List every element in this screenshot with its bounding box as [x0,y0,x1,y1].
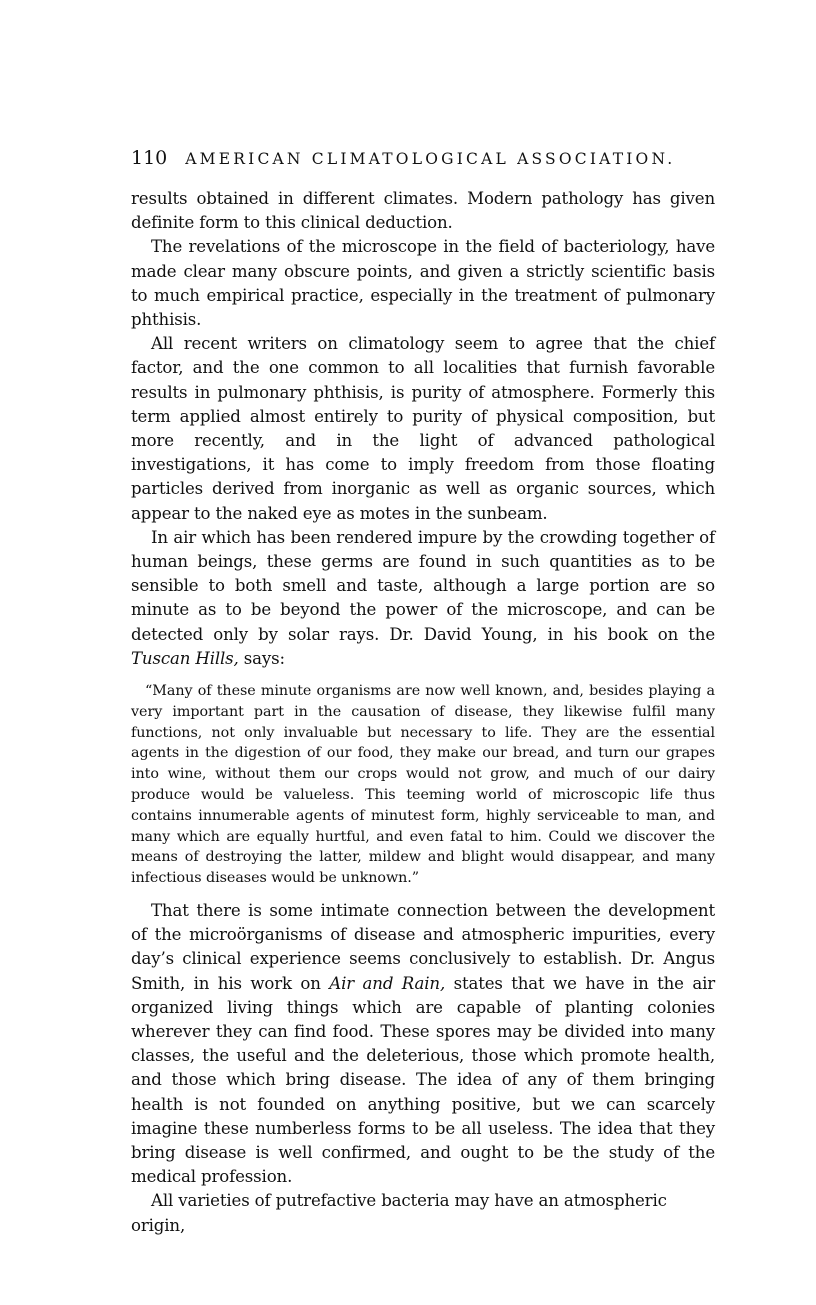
impure-air-text: In air which has been rendered impure by the crowding together of human beings, these germs are found in such quantities as to be sensible to both smell and taste, although a large portion are so minute as to be beyond the power of the microscope, and can be detected only by solar rays. Dr. David Young, in his book on the [131,527,715,644]
book-title-tuscan-hills: Tuscan Hills, [131,648,239,668]
running-head [131,147,715,173]
book-title-air-and-rain: Air and Rain, [329,973,446,993]
microorganisms-text: That there is some intimate connection between the development of the microörganisms of disease and atmospheric impurities, every day’s clinical experience seems conclusively to establish. Dr. Angus Smith, in his work on [131,901,715,993]
block-quote: “Many of these minute organisms are now well known, and, besides playing a very important part in the causation of disease, they likewise fulfil many functions, not only invaluable but necessary to life. They are the essential agents in the digestion of our food, they make our bread, and turn our grapes into wine, without them our crops would not grow, and much of our dairy produce would be valueless. This teeming world of microscopic life thus contains innumerable agents of minutest form, highly serviceable to man, and many which are equally hurtful, and even fatal to him. Could we discover the means of destroying the latter, mildew and blight would disappear, and many infectious diseases would be unknown.” [131,683,715,887]
page-number: 110 [131,147,168,169]
paragraph-continuation: results obtained in different climates. Modern pathology has given definite form to this clinical deduction. [131,189,715,233]
paragraph-purity-of-atmosphere: All recent writers on climatology seem to agree that the chief factor, and the one common to all localities that furnish favorable results in pulmonary phthisis, is purity of atmosphere. Formerly this term applied almost entirely to purity of physical composition, but more recently, and in the light of advanced pathological investigations, it has come to imply freedom from those floating particles derived from inorganic as well as organic sources, which appear to the naked eye as motes in the sunbeam. [131,334,715,523]
paragraph-impure-air [131,526,715,671]
impure-air-text-end: says: [238,648,285,668]
book-page [131,147,715,1238]
paragraph-bacteriology: The revelations of the microscope in the field of bacteriology, have made clear many obscure points, and given a strictly scientific basis to much empirical practice, especially in the treatment of pulmonary phthisis. [131,237,715,330]
paragraph-microorganisms [131,899,715,1189]
paragraph-putrefactive-bacteria: All varieties of putrefactive bacteria may have an atmospheric origin, [131,1191,667,1235]
microorganisms-text-end: states that we have in the air organized living things which are capable of planting colonies wherever they can find food. These spores may be divided into many classes, the useful and the deleterious, those which promote health, and those which bring disease. The idea of any of them bringing health is not founded on anything positive, but we can scarcely imagine these numberless forms to be all useless. The idea that they bring disease is well confirmed, and ought to be the study of the medical profession. [131,973,716,1187]
running-title: AMERICAN CLIMATOLOGICAL ASSOCIATION. [185,150,676,168]
